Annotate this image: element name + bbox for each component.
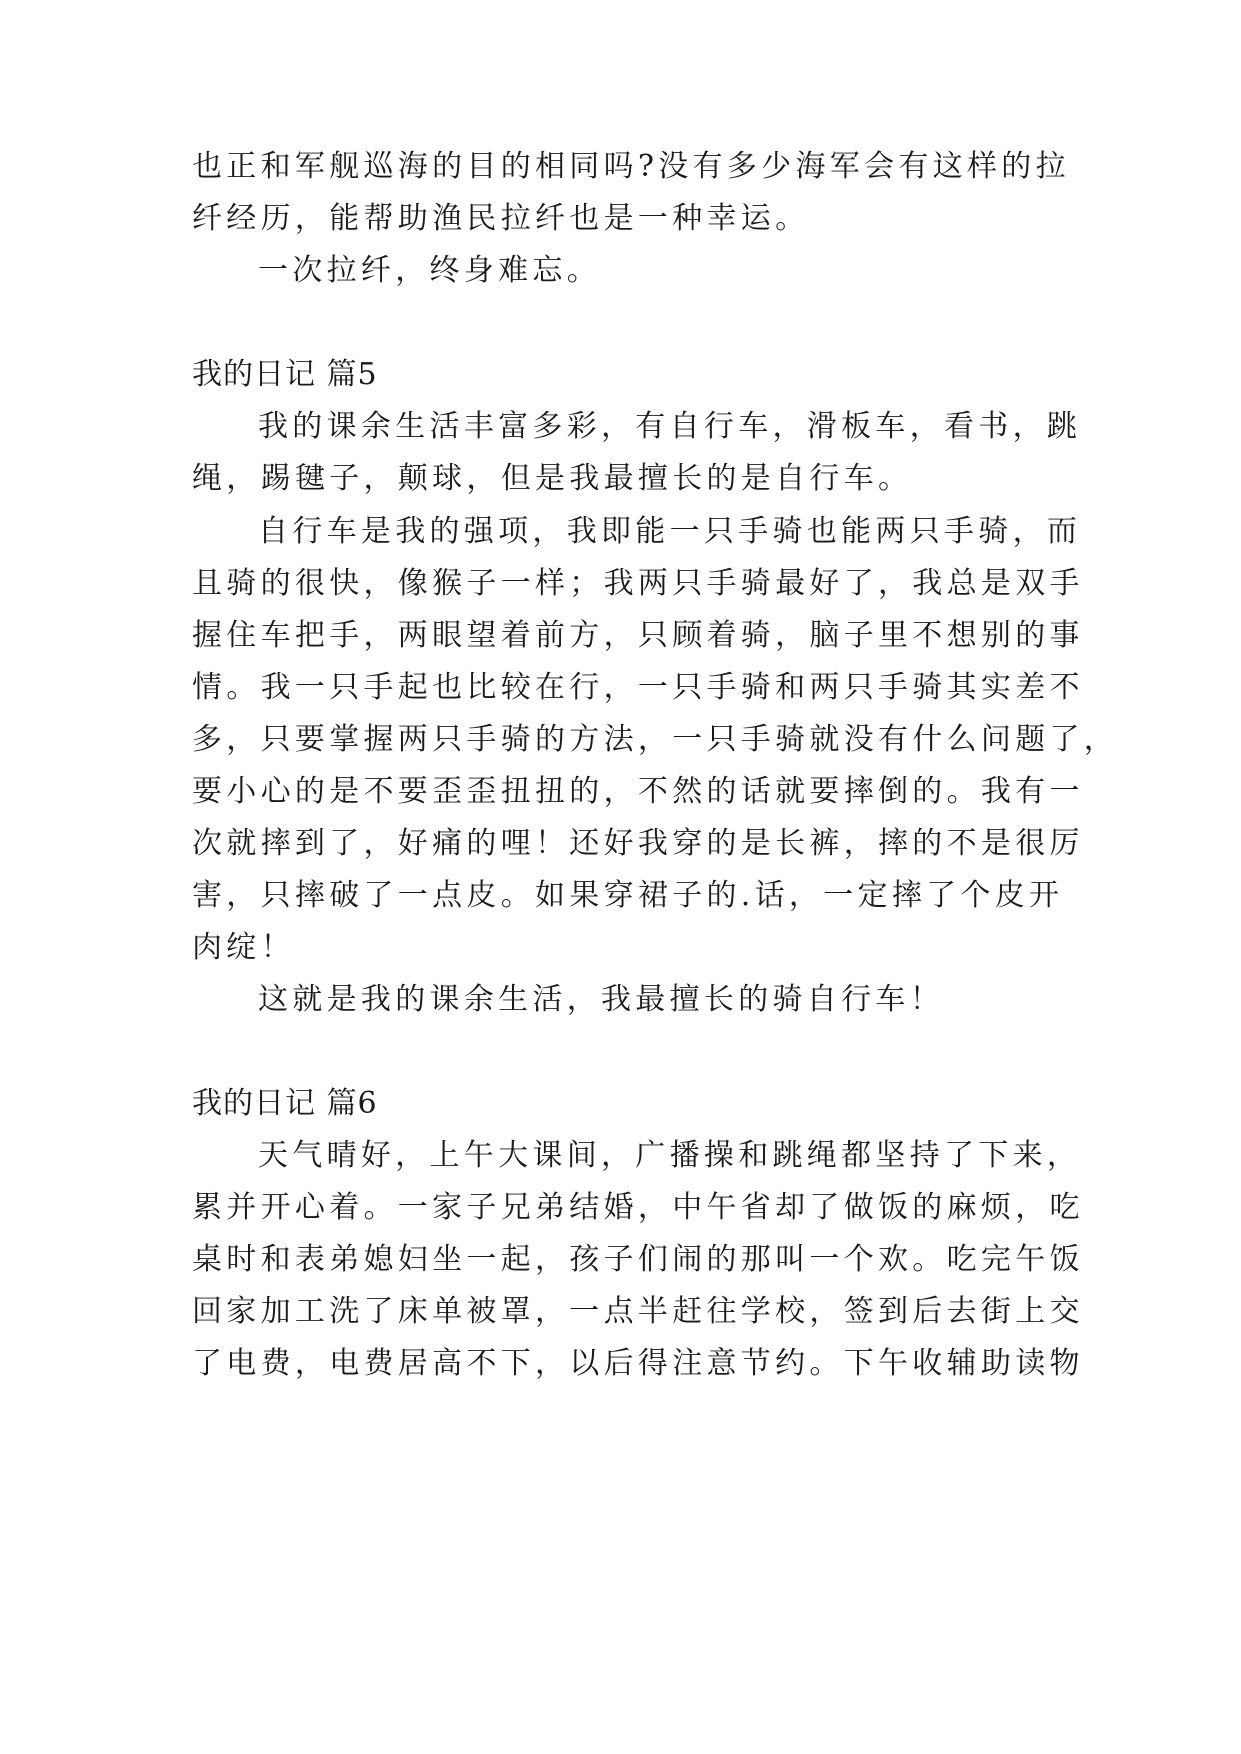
paragraph-line: 绳，踢毽子，颠球，但是我最擅长的是自行车。 [192, 461, 913, 496]
paragraph-line: 也正和军舰巡海的目的相同吗?没有多少海军会有这样的拉 [192, 149, 1070, 184]
paragraph-line: 害，只摔破了一点皮。如果穿裙子的.话，一定摔了个皮开 [192, 878, 1064, 913]
paragraph-line: 握住车把手，两眼望着前方，只顾着骑，脑子里不想别的事 [192, 618, 1084, 653]
paragraph-line: 桌时和表弟媳妇坐一起，孩子们闹的那叫一个欢。吃完午饭 [192, 1242, 1084, 1277]
paragraph-line: 纤经历，能帮助渔民拉纤也是一种幸运。 [192, 201, 810, 236]
paragraph-line: 这就是我的课余生活，我最擅长的骑自行车！ [258, 982, 944, 1017]
paragraph-line: 肉绽！ [192, 930, 295, 965]
paragraph-line: 我的课余生活丰富多彩，有自行车，滑板车，看书，跳 [258, 409, 1082, 444]
paragraph-line: 次就摔到了，好痛的哩！还好我穿的是长裤，摔的不是很厉 [192, 826, 1084, 861]
paragraph-line: 回家加工洗了床单被罩，一点半赶往学校，签到后去街上交 [192, 1294, 1084, 1329]
section-heading: 我的日记 篇5 [192, 357, 378, 392]
paragraph-line: 多，只要掌握两只手骑的方法，一只手骑就没有什么问题了， [192, 722, 1119, 757]
paragraph-line: 情。我一只手起也比较在行，一只手骑和两只手骑其实差不 [192, 670, 1084, 705]
paragraph-line: 要小心的是不要歪歪扭扭的，不然的话就要摔倒的。我有一 [192, 774, 1084, 809]
paragraph-line: 且骑的很快，像猴子一样；我两只手骑最好了，我总是双手 [192, 566, 1084, 601]
paragraph-line: 累并开心着。一家子兄弟结婚，中午省却了做饭的麻烦，吃 [192, 1190, 1084, 1225]
paragraph-line: 了电费，电费居高不下，以后得注意节约。下午收辅助读物 [192, 1346, 1084, 1381]
paragraph-line: 天气晴好，上午大课间，广播操和跳绳都坚持了下来， [258, 1138, 1082, 1173]
section-heading: 我的日记 篇6 [192, 1086, 378, 1121]
paragraph-line: 一次拉纤，终身难忘。 [258, 253, 601, 288]
paragraph-line: 自行车是我的强项，我即能一只手骑也能两只手骑，而 [258, 514, 1082, 549]
